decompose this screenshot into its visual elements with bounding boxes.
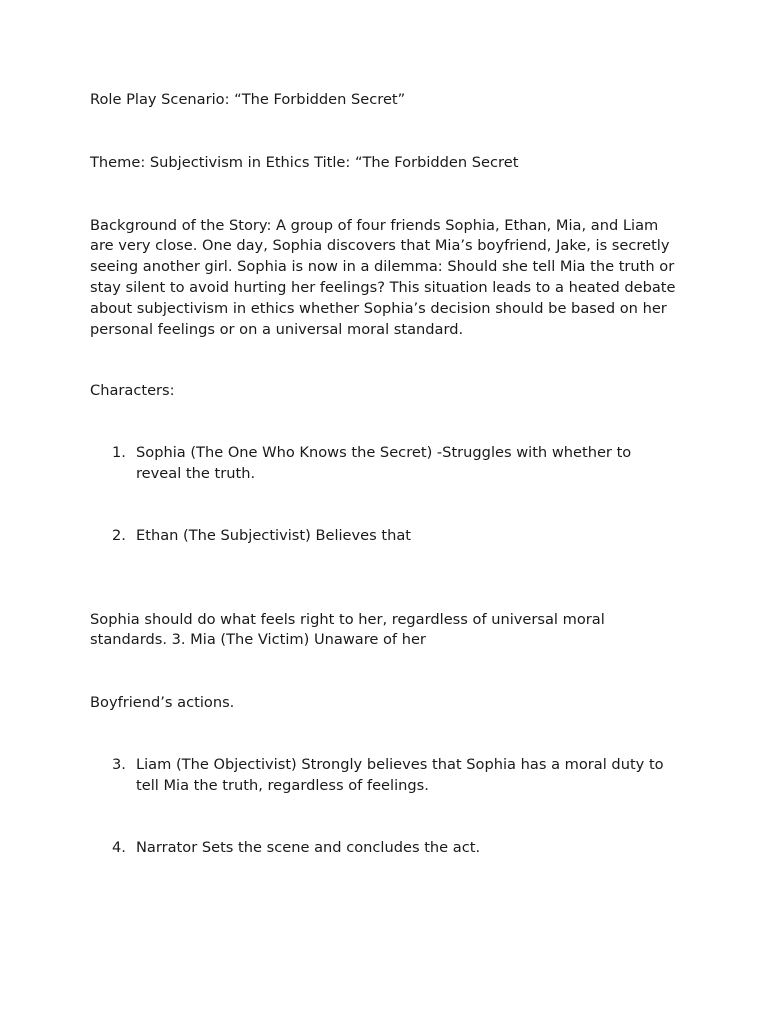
background-paragraph: Background of the Story: A group of four friends Sophia, Ethan, Mia, and Liam are very close. One day, Sophia discovers that Mia’s boyfriend, Jake, is secretly seeing another girl. Sophia is now in a dilemma: Should she tell Mia the truth or stay silent to avoid hurting her feelings? This situation leads to a heated debate about subjectivism in ethics whether Sophia’s decision should be based on her personal feelings or on a universal moral standard. — [90, 216, 676, 338]
list-text: Sophia (The One Who Knows the Secret) -Struggles with whether to reveal the truth. — [136, 444, 632, 482]
theme-line: Theme: Subjectivism in Ethics Title: “The Forbidden Secret — [90, 153, 519, 171]
scenario-title: Role Play Scenario: “The Forbidden Secret” — [90, 91, 406, 108]
list-item — [90, 755, 678, 797]
list-text: Ethan (The Subjectivist) Believes that — [136, 526, 412, 544]
continuation-paragraph: Boyfriend’s actions. — [90, 694, 235, 712]
list-number: 1. — [112, 444, 126, 462]
list-text: Narrator Sets the scene and concludes the act. — [136, 838, 481, 856]
list-number: 4. — [112, 838, 126, 856]
list-text: Liam (The Objectivist) Strongly believes that Sophia has a moral duty to tell Mia the truth, regardless of feelings. — [136, 755, 664, 794]
characters-heading: Characters: — [90, 382, 175, 400]
list-number: 3. — [112, 755, 126, 773]
continuation-paragraph: Sophia should do what feels right to her, regardless of universal moral standards. 3. Mia (The Victim) Unaware of her — [90, 610, 605, 649]
list-item — [90, 838, 678, 859]
list-item — [90, 443, 678, 485]
list-item — [90, 526, 678, 547]
list-number: 2. — [112, 526, 126, 544]
